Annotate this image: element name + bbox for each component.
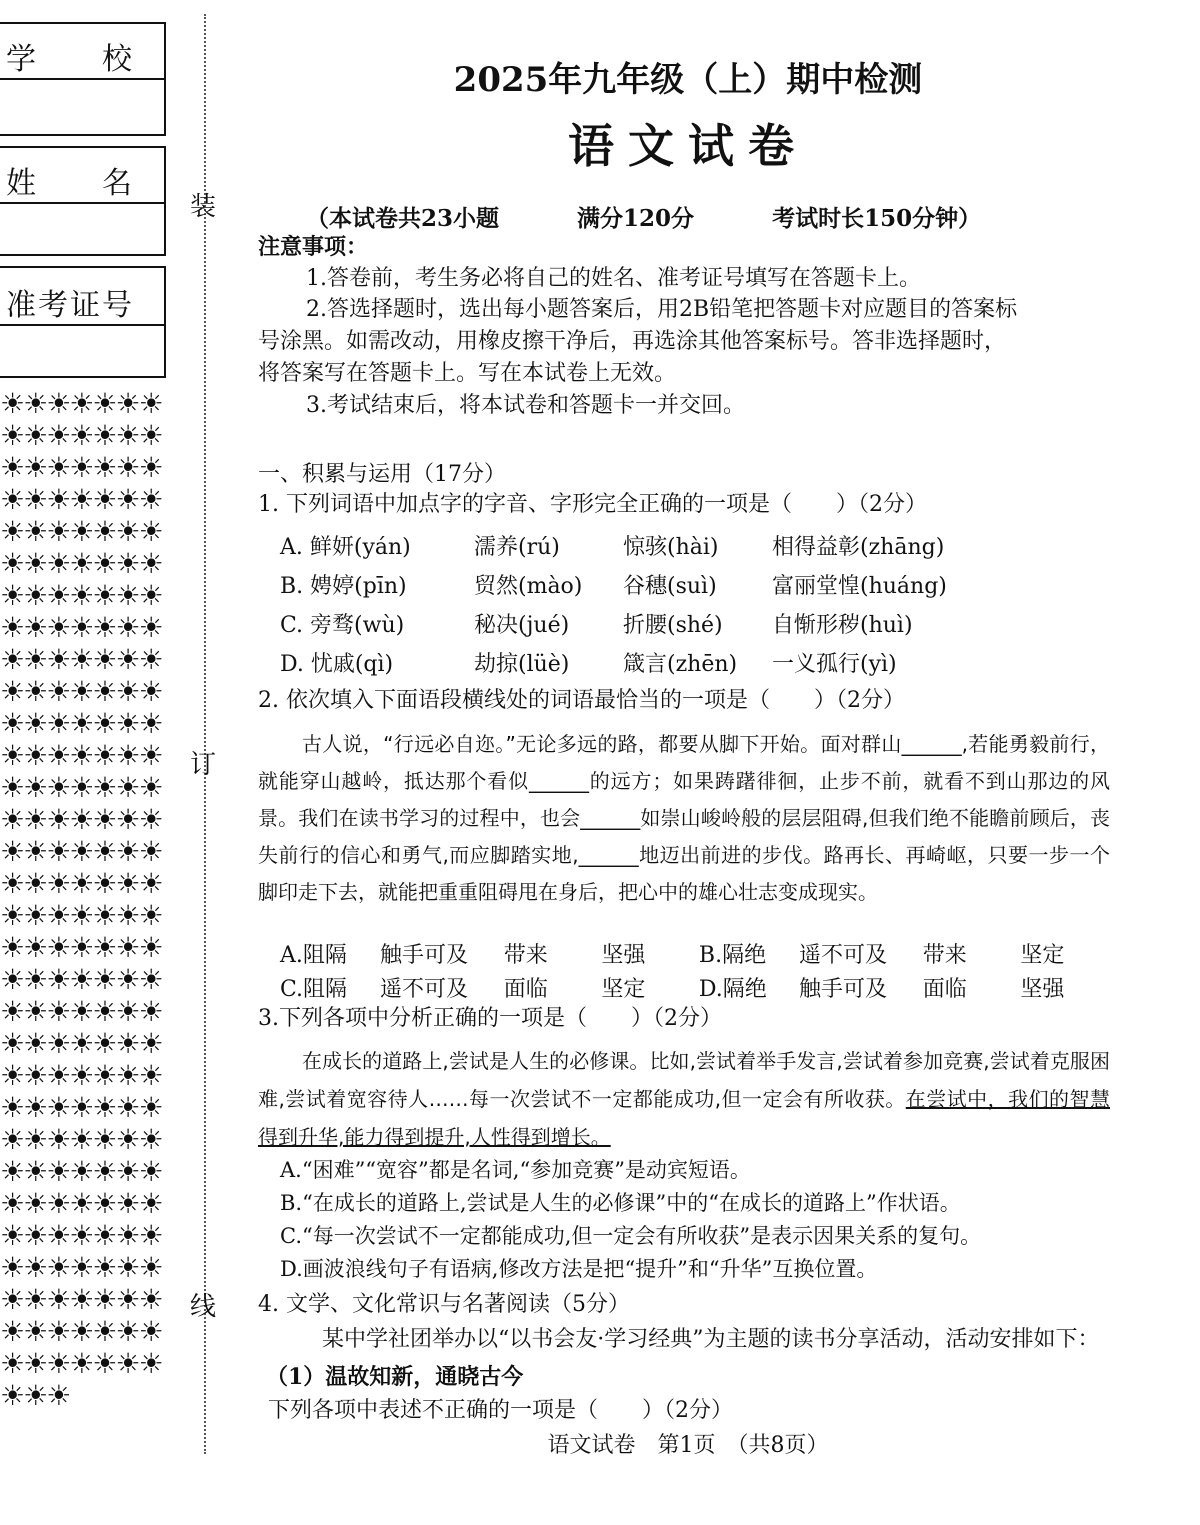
exam-id-field[interactable] <box>0 266 166 378</box>
exam-subtitle: 语文试卷 <box>568 119 808 173</box>
option-c-word-1: C.阻隔 <box>280 976 348 1002</box>
binding-char-xian: 线 <box>190 1292 217 1322</box>
option-a-word-3: 惊骇(hài) <box>623 535 719 560</box>
option-row[interactable] <box>280 970 1118 1004</box>
option-c-word-1: C. 旁骛(wù) <box>280 613 405 638</box>
option-d-word-4: 一义孤行(yì) <box>772 652 897 677</box>
notice-item: 将答案写在答题卡上。写在本试卷上无效。 <box>258 361 677 386</box>
option-d-word-4: 坚强 <box>1020 976 1065 1002</box>
option-b-word-3: 带来 <box>922 942 967 968</box>
section-heading: 一、积累与运用（17分） <box>258 462 506 487</box>
student-info-sidebar <box>0 0 172 1525</box>
notice-item: 2.答选择题时，选出每小题答案后，用2B铅笔把答题卡对应题目的答案标 <box>306 297 1018 322</box>
question-1-stem: 1. 下列词语中加点字的字音、字形完全正确的一项是（ ）（2分） <box>258 492 927 517</box>
option-b-word-1: B.隔绝 <box>698 942 767 968</box>
school-label: 学 校 <box>6 42 134 77</box>
notice-heading: 注意事项： <box>258 234 369 260</box>
question-3-passage <box>258 1042 1110 1156</box>
question-1-options <box>280 526 981 682</box>
binding-dotted-line <box>204 14 206 1454</box>
exam-id-label: 准考证号 <box>6 288 134 323</box>
question-2-passage: 古人说，“行远必自迩。”无论多远的路，都要从脚下开始。面对群山______,若能勇毅前行，就能穿山越岭，抵达那个看似______的远方；如果踌躇徘徊，止步不前，就看不到山那边的风景。我们在读书学习的过程中，也会______如崇山峻岭般的层层阻碍,但我们绝不能瞻前顾后，丧失前行的信心和勇气,而应脚踏实地,______地迈出前进的步伐。路再长、再崎岖，只要一步一个脚印走下去，就能把重重阻碍甩在身后，把心中的雄心壮志变成现实。 <box>258 732 1110 904</box>
notice-item: 3.考试结束后，将本试卷和答题卡一并交回。 <box>306 393 745 418</box>
option-d-word-1: D. 忧戚(qì) <box>280 652 394 677</box>
question-3-option-a[interactable]: A.“困难”“宽容”都是名词,“参加竞赛”是动宾短语。 <box>280 1158 751 1182</box>
option-a-word-2: 濡养(rú) <box>474 535 560 560</box>
exam-info <box>306 200 981 233</box>
notice-item: 1.答卷前，考生务必将自己的姓名、准考证号填写在答题卡上。 <box>306 266 921 291</box>
option-b-word-1: B. 娉婷(pīn) <box>280 574 407 599</box>
option-a-word-4: 相得益彰(zhāng) <box>772 535 945 560</box>
question-3-option-b[interactable]: B.“在成长的道路上,尝试是人生的必修课”中的“在成长的道路上”作状语。 <box>280 1191 961 1215</box>
school-divider <box>0 78 166 80</box>
option-c-word-2: 遥不可及 <box>380 976 469 1002</box>
question-3-wavy-sentence: 在尝试中，我们的智慧得到升华,能力得到提升,人性得到增长。 <box>258 1087 1110 1149</box>
option-a-word-3: 带来 <box>503 942 548 968</box>
name-field[interactable] <box>0 146 166 256</box>
question-4-intro: 某中学社团举办以“以书会友·学习经典”为主题的读书分享活动，活动安排如下： <box>322 1327 1100 1352</box>
option-c-word-3: 折腰(shé) <box>623 613 723 638</box>
option-c-word-2: 秘决(jué) <box>474 613 570 638</box>
option-b-word-4: 富丽堂惶(huáng) <box>772 574 947 599</box>
option-a-word-2: 触手可及 <box>380 942 469 968</box>
exam-id-divider <box>0 324 166 326</box>
info-questions: （本试卷共23小题 <box>306 205 500 232</box>
question-4-sub1-question: 下列各项中表述不正确的一项是（ ）（2分） <box>268 1398 733 1423</box>
option-row[interactable] <box>280 526 981 565</box>
option-a-word-1: A. 鲜妍(yán) <box>280 535 411 560</box>
page-footer: 语文试卷 第1页 （共8页） <box>547 1433 829 1458</box>
question-3-passage-text: 在成长的道路上,尝试是人生的必修课。比如,尝试着举手发言,尝试着参加竞赛,尝试着克服困难,尝试着宽容待人……每一次尝试不一定都能成功,但一定会有所收获。 <box>258 1049 1110 1111</box>
option-row[interactable] <box>280 604 981 643</box>
option-d-word-3: 箴言(zhēn) <box>623 652 738 677</box>
name-label: 姓 名 <box>6 166 134 201</box>
option-a-word-1: A.阻隔 <box>280 942 347 968</box>
option-b-word-2: 遥不可及 <box>799 942 888 968</box>
option-d-word-2: 劫掠(lüè) <box>474 652 570 677</box>
binding-char-zhuang: 装 <box>190 192 217 222</box>
option-c-word-4: 坚定 <box>601 976 646 1002</box>
option-row[interactable] <box>280 565 981 604</box>
info-score: 满分120分 <box>577 205 695 232</box>
option-b-word-3: 谷穗(suì) <box>623 574 717 599</box>
question-2-stem: 2. 依次填入下面语段横线处的词语最恰当的一项是（ ）（2分） <box>258 688 905 713</box>
binding-char-ding: 订 <box>190 750 217 780</box>
question-4-stem: 4. 文学、文化常识与名著阅读（5分） <box>258 1292 630 1317</box>
question-3-option-c[interactable]: C.“每一次尝试不一定都能成功,但一定会有所收获”是表示因果关系的复句。 <box>280 1224 982 1248</box>
exam-title: 2025年九年级（上）期中检测 <box>453 60 923 100</box>
info-time: 考试时长150分钟） <box>772 205 982 232</box>
option-b-word-2: 贸然(mào) <box>474 574 583 599</box>
option-row[interactable] <box>280 936 1118 970</box>
name-divider <box>0 202 166 204</box>
option-a-word-4: 坚强 <box>601 942 646 968</box>
sun-pattern-decoration: ☀☀☀☀☀☀☀☀☀☀☀☀☀☀☀☀☀☀☀☀☀☀☀☀☀☀☀☀☀☀☀☀☀☀☀☀☀☀☀☀☀☀☀☀☀☀☀☀☀☀☀☀☀☀☀☀☀☀☀☀☀☀☀☀☀☀☀☀☀☀☀☀☀☀☀☀☀☀☀☀☀☀☀☀☀☀☀☀☀☀☀☀☀☀☀☀☀☀☀☀☀☀☀☀☀☀☀☀☀☀☀☀☀☀☀☀☀☀☀☀☀☀☀☀☀☀☀☀☀☀☀☀☀☀☀☀☀☀☀☀☀☀☀☀☀☀☀☀☀☀☀☀☀☀☀☀☀☀☀☀☀☀☀☀☀☀☀☀☀☀☀☀☀☀☀☀☀☀☀☀☀☀☀☀☀☀☀☀☀☀☀☀☀☀☀☀☀☀☀☀☀☀☀☀☀☀☀☀☀☀☀☀☀☀☀☀☀☀☀☀ <box>0 388 162 1412</box>
option-d-word-1: D.隔绝 <box>698 976 767 1002</box>
option-c-word-4: 自惭形秽(huì) <box>772 613 913 638</box>
option-d-word-2: 触手可及 <box>799 976 888 1002</box>
question-2-options <box>280 936 1118 1004</box>
option-row[interactable] <box>280 643 981 682</box>
school-field[interactable] <box>0 22 166 136</box>
question-3-option-d[interactable]: D.画波浪线句子有语病,修改方法是把“提升”和“升华”互换位置。 <box>280 1257 878 1281</box>
option-b-word-4: 坚定 <box>1020 942 1065 968</box>
option-d-word-3: 面临 <box>922 976 967 1002</box>
question-3-stem: 3.下列各项中分析正确的一项是（ ）（2分） <box>258 1006 722 1031</box>
option-c-word-3: 面临 <box>503 976 548 1002</box>
question-4-sub1-heading: （1）温故知新，通晓古今 <box>266 1364 524 1390</box>
notice-item: 号涂黑。如需改动，用橡皮擦干净后，再选涂其他答案标号。答非选择题时， <box>258 329 1007 354</box>
